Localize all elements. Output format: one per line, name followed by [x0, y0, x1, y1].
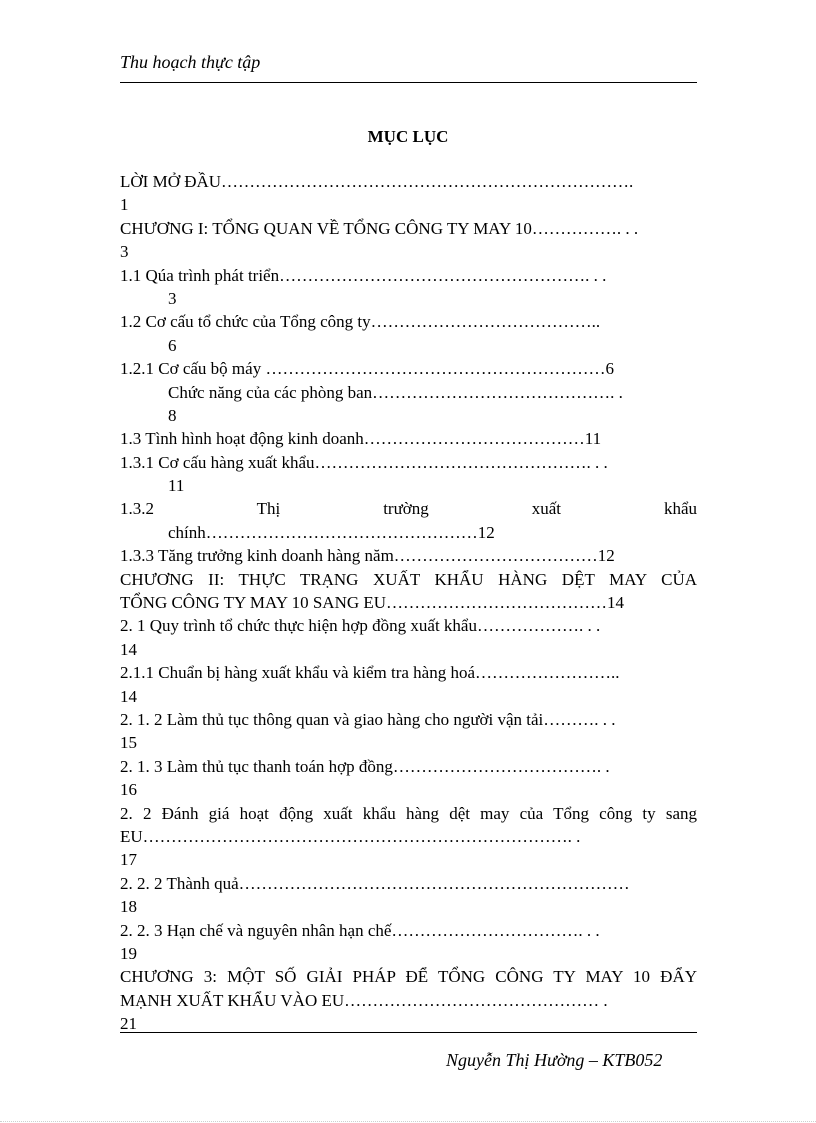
- toc-line: Chức năng của các phòng ban……………………………………. .: [168, 382, 623, 402]
- toc-line: LỜI MỞ ĐẦU……………………………………………………………….: [120, 172, 634, 191]
- toc-page-number: 21: [120, 1014, 137, 1034]
- toc-chapter-title: TỔNG CÔNG TY MAY 10 SANG EU…………………………………14: [120, 593, 625, 613]
- toc-line: 1.3.3 Tăng trưởng kinh doanh hàng năm………………………………12: [120, 546, 615, 566]
- toc-chapter-title: CHƯƠNG 3: MỘT SỐ GIẢI PHÁP ĐỂ TỔNG CÔNG TY MAY 10 ĐẨY: [120, 967, 697, 987]
- toc-line: 2. 2 Đánh giá hoạt động xuất khẩu hàng dệt may của Tổng công ty sang: [120, 803, 697, 823]
- toc-line: 2.1.1 Chuẩn bị hàng xuất khẩu và kiểm tra hàng hoá……………………..: [120, 663, 620, 683]
- toc-page-number: 14: [120, 639, 137, 659]
- toc-heading: MỤC LỤC: [367, 127, 449, 146]
- toc-line: 1.3 Tình hình hoạt động kinh doanh…………………………………11: [120, 429, 602, 449]
- toc-line: 1.2 Cơ cấu tổ chức của Tổng công ty…………………………………..: [120, 312, 601, 332]
- toc-page-number: 8: [168, 405, 177, 425]
- toc-line: 1.1 Qúa trình phát triển………………………………………………. . .: [120, 265, 607, 285]
- toc-line: chính…………………………………………12: [168, 522, 495, 542]
- toc-line: CHƯƠNG I: TỔNG QUAN VỀ TỔNG CÔNG TY MAY 10……………. . .: [120, 218, 639, 238]
- footer-rule: [120, 1032, 697, 1033]
- toc-line: MẠNH XUẤT KHẨU VÀO EU……………………………………… .: [120, 990, 608, 1010]
- table-of-contents: [120, 170, 697, 1035]
- page-edge-dotted-line: [0, 1121, 816, 1122]
- toc-page-number: 16: [120, 780, 137, 800]
- toc-line: 1.2.1 Cơ cấu bộ máy ……………………………………………………6: [120, 359, 614, 379]
- toc-page-number: 14: [120, 686, 137, 706]
- toc-page-number: 15: [120, 733, 137, 753]
- toc-page-number: 1: [120, 195, 129, 215]
- toc-line: 1.3.2 Thị trường xuất khẩu: [120, 499, 697, 519]
- header-rule: [120, 82, 697, 83]
- toc-line: 1.3.1 Cơ cấu hàng xuất khẩu…………………………………………. . .: [120, 452, 608, 472]
- toc-line: EU…………………………………………………………………. .: [120, 826, 581, 846]
- toc-page-number: 11: [168, 476, 185, 496]
- toc-chapter-title: CHƯƠNG II: THỰC TRẠNG XUẤT KHẨU HÀNG DỆT MAY CỦA: [120, 569, 697, 589]
- running-header: Thu hoạch thực tập: [120, 52, 261, 72]
- toc-page-number: 3: [120, 242, 129, 262]
- toc-page-number: 3: [168, 288, 177, 308]
- toc-line: 2. 1. 2 Làm thủ tục thông quan và giao hàng cho người vận tải………. . .: [120, 709, 616, 729]
- footer-author: Nguyễn Thị Hường – KTB052: [446, 1050, 663, 1070]
- toc-line: 2. 1 Quy trình tổ chức thực hiện hợp đồng xuất khẩu………………. . .: [120, 616, 601, 636]
- toc-page-number: 17: [120, 850, 137, 870]
- toc-page-number: 18: [120, 897, 137, 917]
- toc-line: 2. 1. 3 Làm thủ tục thanh toán hợp đồng………………………………. .: [120, 756, 610, 776]
- toc-page-number: 19: [120, 943, 137, 963]
- toc-page-number: 6: [168, 335, 177, 355]
- toc-line: 2. 2. 2 Thành quả……………………………………………………………: [120, 873, 630, 893]
- toc-line: 2. 2. 3 Hạn chế và nguyên nhân hạn chế……………………………. . .: [120, 920, 600, 940]
